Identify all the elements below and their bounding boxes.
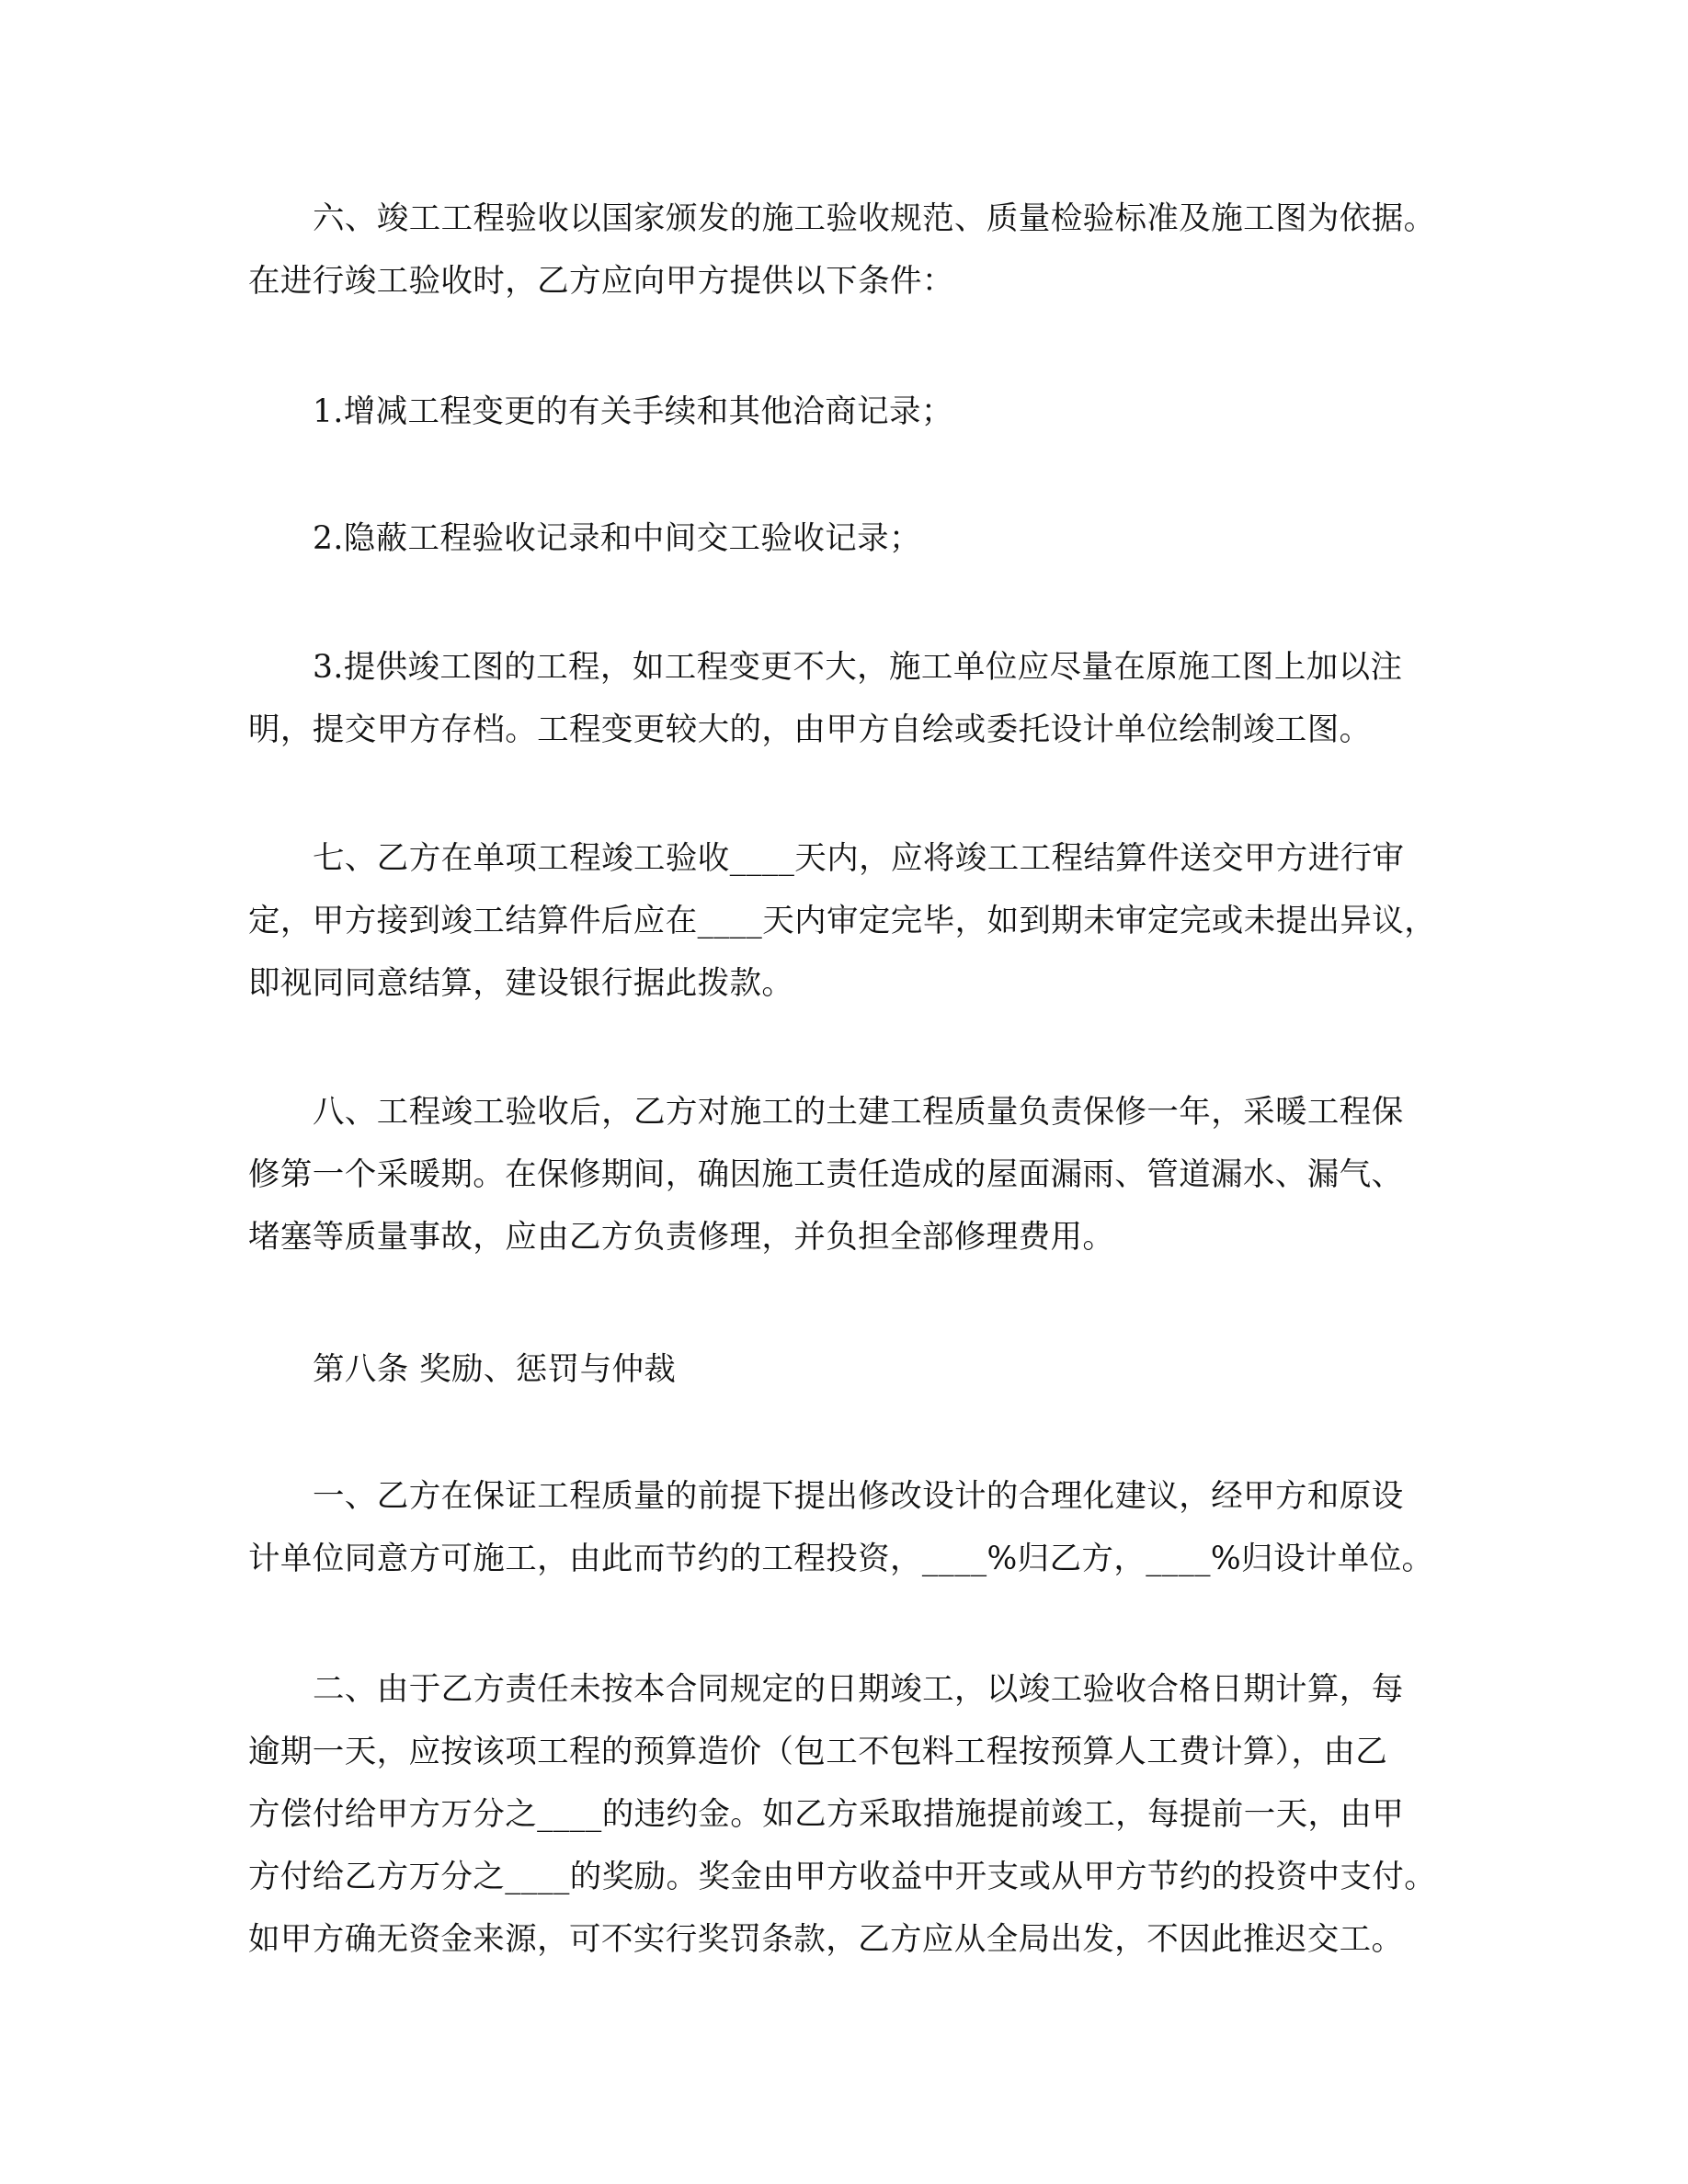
paragraph-line: 计单位同意方可施工，由此而节约的工程投资，____%归乙方，____%归设计单位。 bbox=[248, 1541, 1434, 1577]
paragraph-line: 方付给乙方万分之____的奖励。奖金由甲方收益中开支或从甲方节约的投资中支付。 bbox=[248, 1859, 1437, 1895]
paragraph-line: 方偿付给甲方万分之____的违约金。如乙方采取措施提前竣工，每提前一天，由甲 bbox=[248, 1796, 1405, 1833]
article-8-heading bbox=[248, 1338, 1443, 1401]
paragraph-line: 3.提供竣工图的工程，如工程变更不大，施工单位应尽量在原施工图上加以注 bbox=[313, 649, 1403, 686]
paragraph-line: 八、工程竣工验收后，乙方对施工的土建工程质量负责保修一年，采暖工程保 bbox=[313, 1094, 1404, 1131]
paragraph-line: 即视同同意结算，建设银行据此拨款。 bbox=[248, 965, 794, 1002]
section-heading: 第八条 奖励、惩罚与仲裁 bbox=[313, 1351, 677, 1388]
paragraph-line: 七、乙方在单项工程竣工验收____天内，应将竣工工程结算件送交甲方进行审 bbox=[313, 840, 1405, 877]
paragraph-line: 定，甲方接到竣工结算件后应在____天内审定完毕，如到期未审定完或未提出异议， bbox=[248, 903, 1437, 939]
paragraph-8-warranty bbox=[248, 1081, 1443, 1268]
paragraph-1-design-suggestion bbox=[248, 1465, 1443, 1590]
list-item-2 bbox=[248, 507, 1443, 570]
paragraph-line: 1.增减工程变更的有关手续和其他洽商记录； bbox=[313, 393, 953, 430]
paragraph-line: 堵塞等质量事故，应由乙方负责修理，并负担全部修理费用。 bbox=[248, 1219, 1115, 1256]
list-item-3 bbox=[248, 636, 1443, 761]
paragraph-line: 一、乙方在保证工程质量的前提下提出修改设计的合理化建议，经甲方和原设 bbox=[313, 1478, 1404, 1515]
paragraph-2-delay-penalty bbox=[248, 1658, 1443, 1971]
paragraph-line: 在进行竣工验收时，乙方应向甲方提供以下条件： bbox=[248, 263, 954, 300]
paragraph-line: 2.隐蔽工程验收记录和中间交工验收记录； bbox=[313, 520, 921, 557]
paragraph-6-acceptance-basis bbox=[248, 188, 1443, 313]
paragraph-line: 二、由于乙方责任未按本合同规定的日期竣工，以竣工验收合格日期计算，每 bbox=[313, 1671, 1404, 1708]
paragraph-line: 明，提交甲方存档。工程变更较大的，由甲方自绘或委托设计单位绘制竣工图。 bbox=[248, 711, 1372, 748]
paragraph-line: 修第一个采暖期。在保修期间，确因施工责任造成的屋面漏雨、管道漏水、漏气、 bbox=[248, 1156, 1404, 1193]
list-item-1 bbox=[248, 381, 1443, 443]
paragraph-line: 如甲方确无资金来源，可不实行奖罚条款，乙方应从全局出发，不因此推迟交工。 bbox=[248, 1921, 1404, 1958]
paragraph-7-settlement bbox=[248, 827, 1443, 1015]
paragraph-line: 六、竣工工程验收以国家颁发的施工验收规范、质量检验标准及施工图为依据。 bbox=[313, 200, 1436, 237]
paragraph-line: 逾期一天，应按该项工程的预算造价（包工不包料工程按预算人工费计算），由乙 bbox=[248, 1734, 1388, 1770]
